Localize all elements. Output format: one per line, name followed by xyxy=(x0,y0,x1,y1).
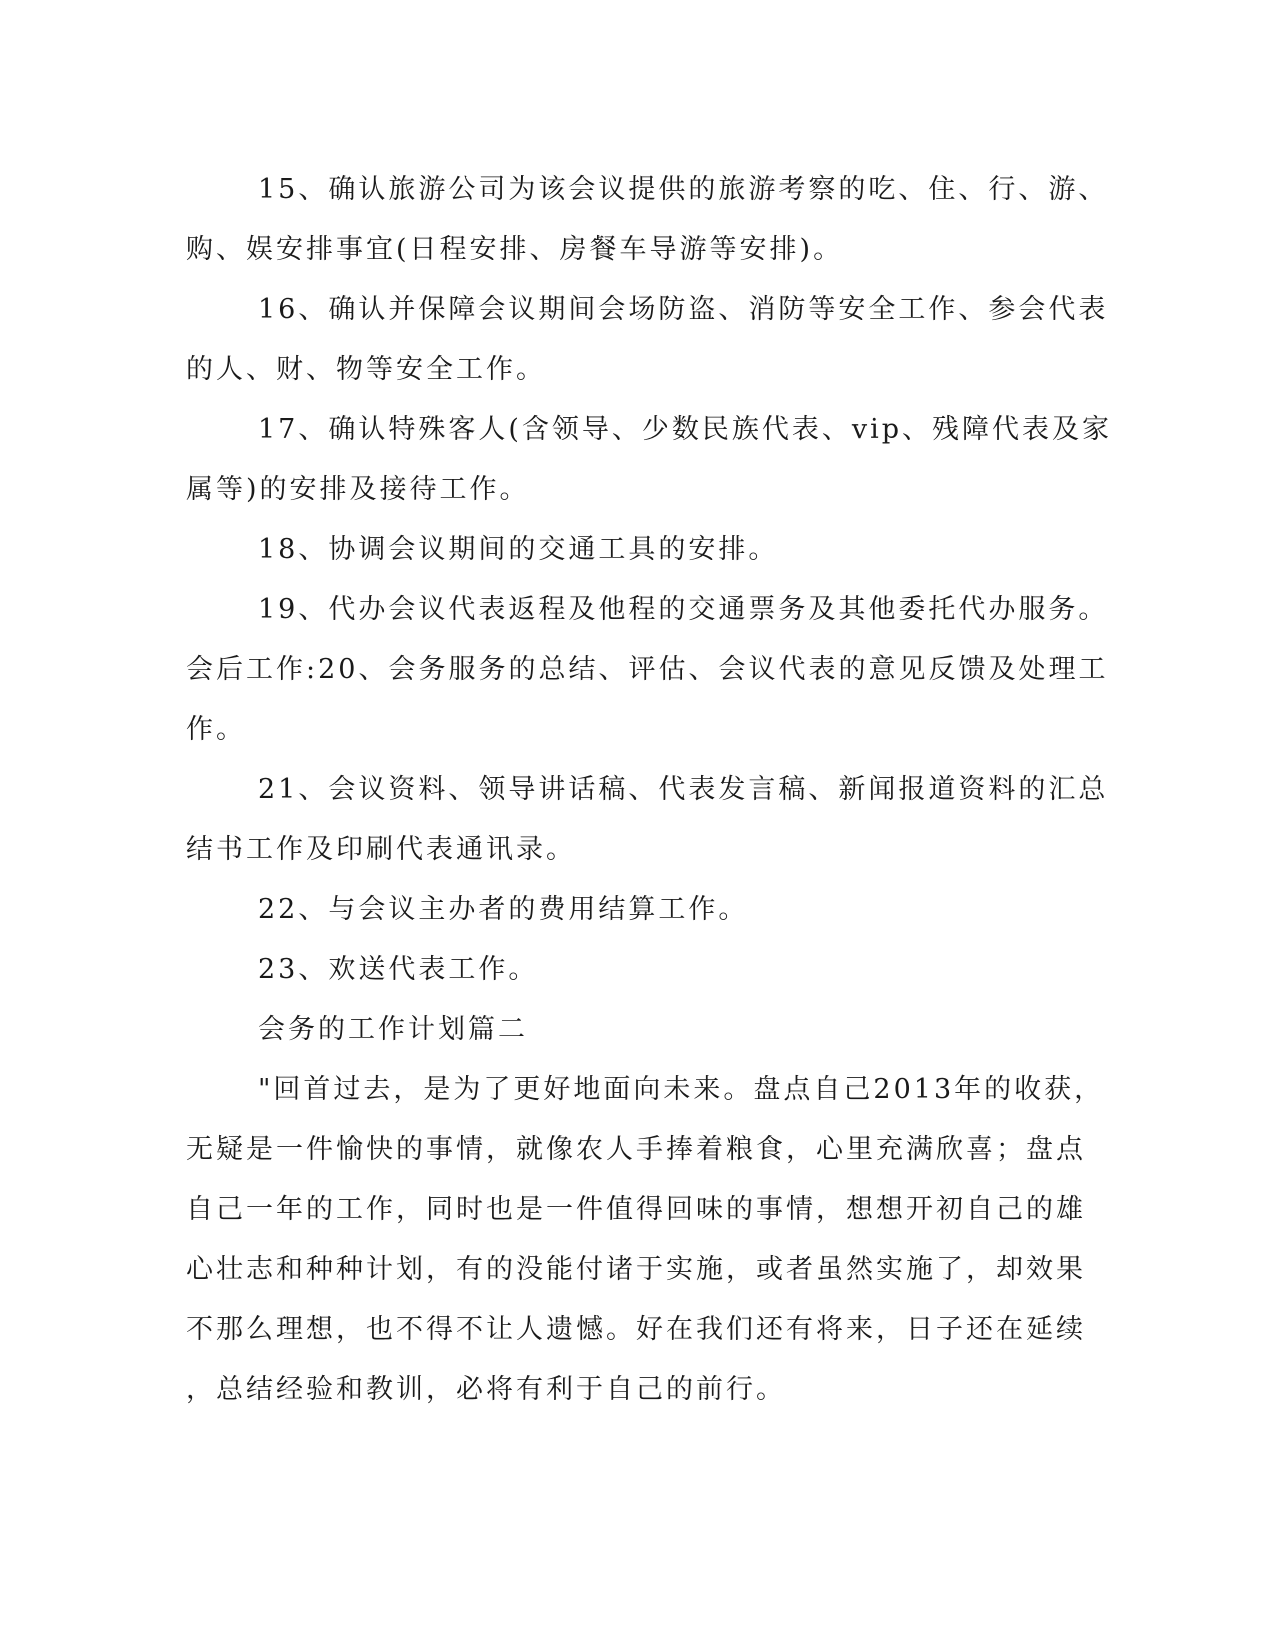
paragraph-review-line-4: 心壮志和种种计划，有的没能付诸于实施，或者虽然实施了，却效果 xyxy=(186,1254,1086,1285)
paragraph-19: 19、代办会议代表返程及他程的交通票务及其他委托代办服务。 xyxy=(258,594,1109,625)
paragraph-21-line-2: 结书工作及印刷代表通讯录。 xyxy=(186,834,576,865)
paragraph-17-line-1: 17、确认特殊客人(含领导、少数民族代表、vip、残障代表及家 xyxy=(258,414,1113,445)
paragraph-21-line-1: 21、会议资料、领导讲话稿、代表发言稿、新闻报道资料的汇总 xyxy=(258,774,1109,805)
paragraph-15-line-1: 15、确认旅游公司为该会议提供的旅游考察的吃、住、行、游、 xyxy=(258,174,1109,205)
paragraph-review-line-1: "回首过去，是为了更好地面向未来。盘点自己2013年的收获， xyxy=(258,1074,1105,1105)
section-heading: 会务的工作计划篇二 xyxy=(258,1014,528,1045)
paragraph-review-line-3: 自己一年的工作，同时也是一件值得回味的事情，想想开初自己的雄 xyxy=(186,1194,1086,1225)
paragraph-20-line-2: 作。 xyxy=(186,714,246,745)
paragraph-20-line-1: 会后工作:20、会务服务的总结、评估、会议代表的意见反馈及处理工 xyxy=(186,654,1109,685)
document-body xyxy=(186,160,1113,1420)
paragraph-17-line-2: 属等)的安排及接待工作。 xyxy=(186,474,530,505)
paragraph-18: 18、协调会议期间的交通工具的安排。 xyxy=(258,534,779,565)
paragraph-review-line-6: ，总结经验和教训，必将有利于自己的前行。 xyxy=(186,1374,786,1405)
paragraph-16-line-1: 16、确认并保障会议期间会场防盗、消防等安全工作、参会代表 xyxy=(258,294,1109,325)
paragraph-review-line-2: 无疑是一件愉快的事情，就像农人手捧着粮食，心里充满欣喜；盘点 xyxy=(186,1134,1086,1165)
paragraph-22: 22、与会议主办者的费用结算工作。 xyxy=(258,894,749,925)
paragraph-15-line-2: 购、娱安排事宜(日程安排、房餐车导游等安排)。 xyxy=(186,234,844,265)
paragraph-16-line-2: 的人、财、物等安全工作。 xyxy=(186,354,546,385)
paragraph-23: 23、欢送代表工作。 xyxy=(258,954,539,985)
paragraph-review-line-5: 不那么理想，也不得不让人遗憾。好在我们还有将来，日子还在延续 xyxy=(186,1314,1086,1345)
